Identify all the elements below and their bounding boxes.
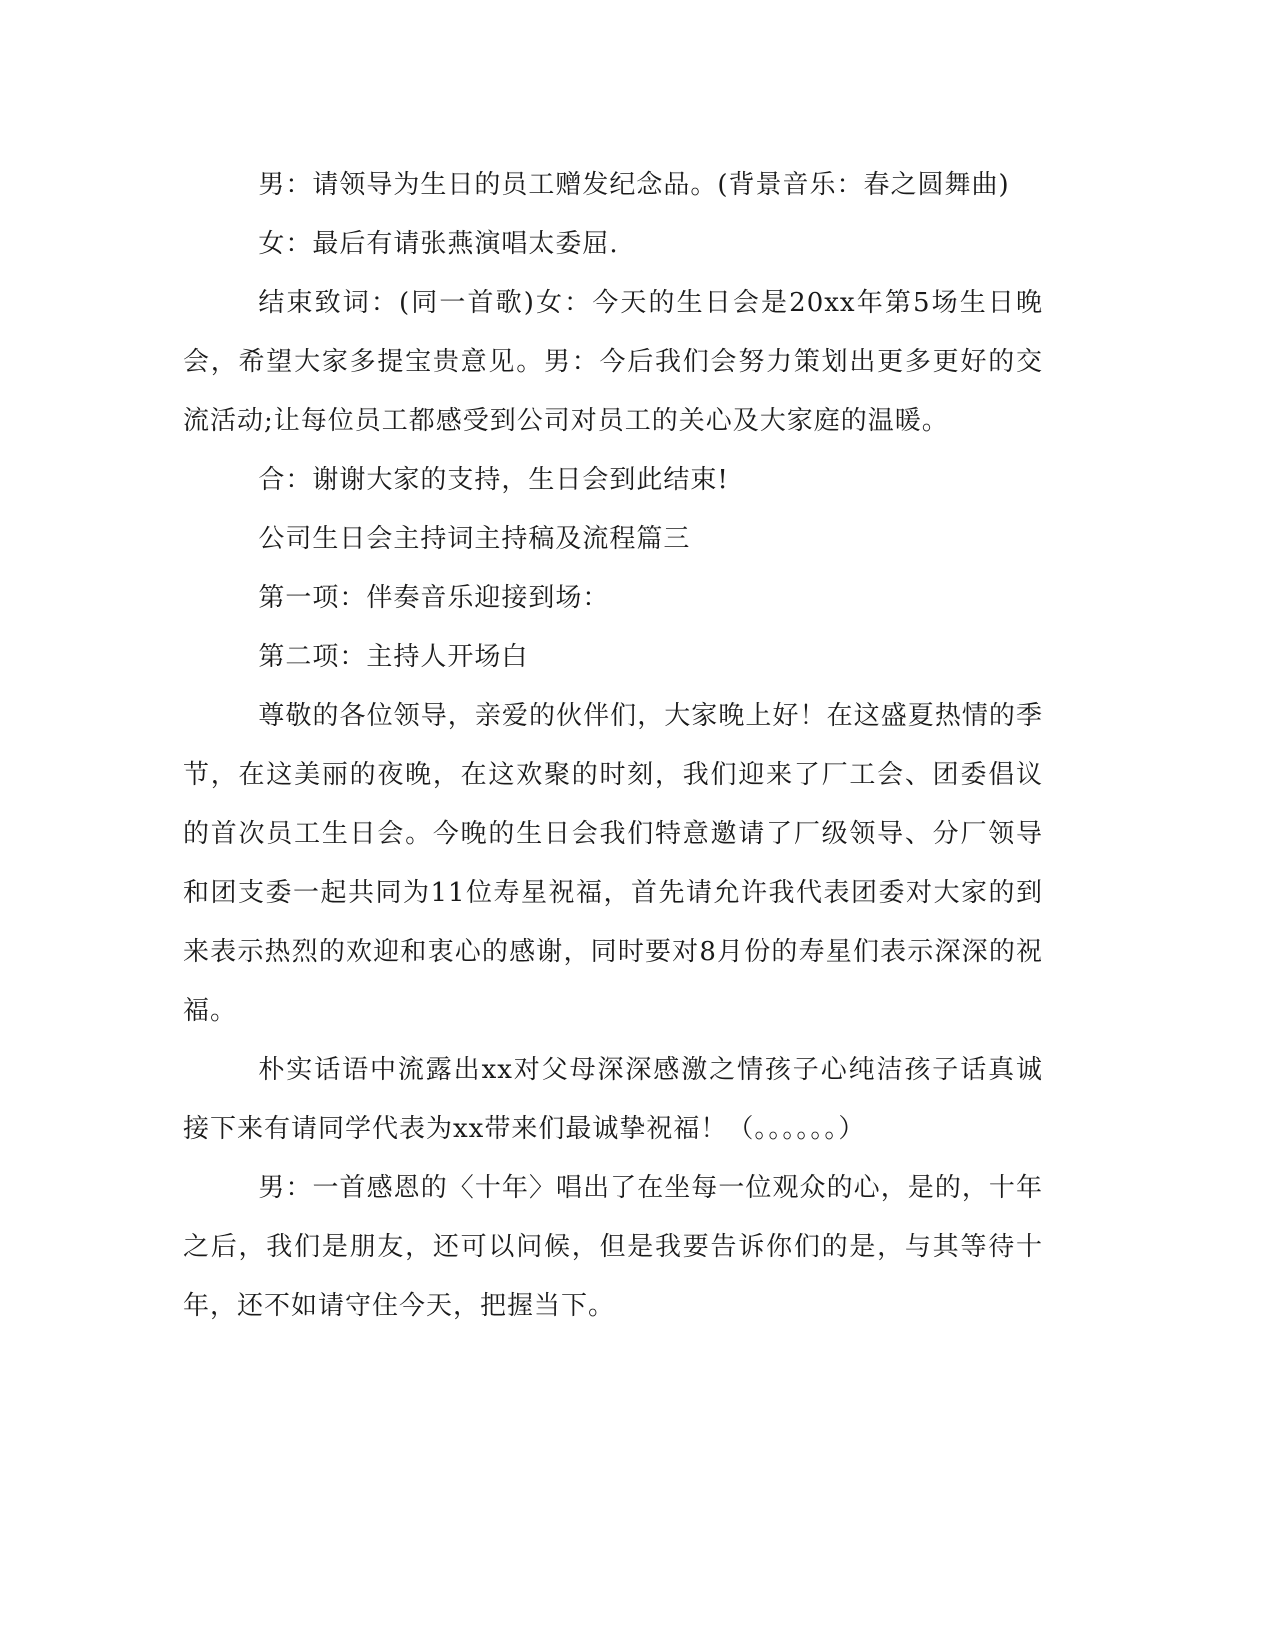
paragraph-thanks: 合：谢谢大家的支持，生日会到此结束! bbox=[258, 465, 729, 495]
paragraph-final-song: 女：最后有请张燕演唱太委屈. bbox=[258, 229, 619, 259]
paragraph-gift-presentation: 男：请领导为生日的员工赠发纪念品。(背景音乐：春之圆舞曲) bbox=[258, 170, 1010, 200]
paragraph-closing-remarks: 结束致词：(同一首歌)女：今天的生日会是20xx年第5场生日晚会，希望大家多提宝贵意见。男：今后我们会努力策划出更多更好的交流活动;让每位员工都感受到公司对员工的关心及大家庭的温暖。 bbox=[183, 288, 1043, 436]
paragraph-item-two: 第二项：主持人开场白 bbox=[258, 642, 529, 672]
paragraph-ten-years: 男：一首感恩的〈十年〉唱出了在坐每一位观众的心，是的，十年之后，我们是朋友，还可以问候，但是我要告诉你们的是，与其等待十年，还不如请守住今天，把握当下。 bbox=[183, 1173, 1043, 1321]
paragraph-opening-speech: 尊敬的各位领导，亲爱的伙伴们，大家晚上好！在这盛夏热情的季节，在这美丽的夜晚，在这欢聚的时刻，我们迎来了厂工会、团委倡议的首次员工生日会。今晚的生日会我们特意邀请了厂级领导、分厂领导和团支委一起共同为11位寿星祝福，首先请允许我代表团委对大家的到来表示热烈的欢迎和衷心的感谢，同时要对8月份的寿星们表示深深的祝福。 bbox=[183, 701, 1043, 1026]
paragraph-item-one: 第一项：伴奏音乐迎接到场： bbox=[258, 583, 610, 613]
document-body bbox=[183, 156, 1043, 1336]
paragraph-classmate-wishes: 朴实话语中流露出xx对父母深深感激之情孩子心纯洁孩子话真诚接下来有请同学代表为xx带来们最诚挚祝福！（。。。。。。） bbox=[183, 1055, 1043, 1144]
section-heading: 公司生日会主持词主持稿及流程篇三 bbox=[258, 524, 691, 554]
